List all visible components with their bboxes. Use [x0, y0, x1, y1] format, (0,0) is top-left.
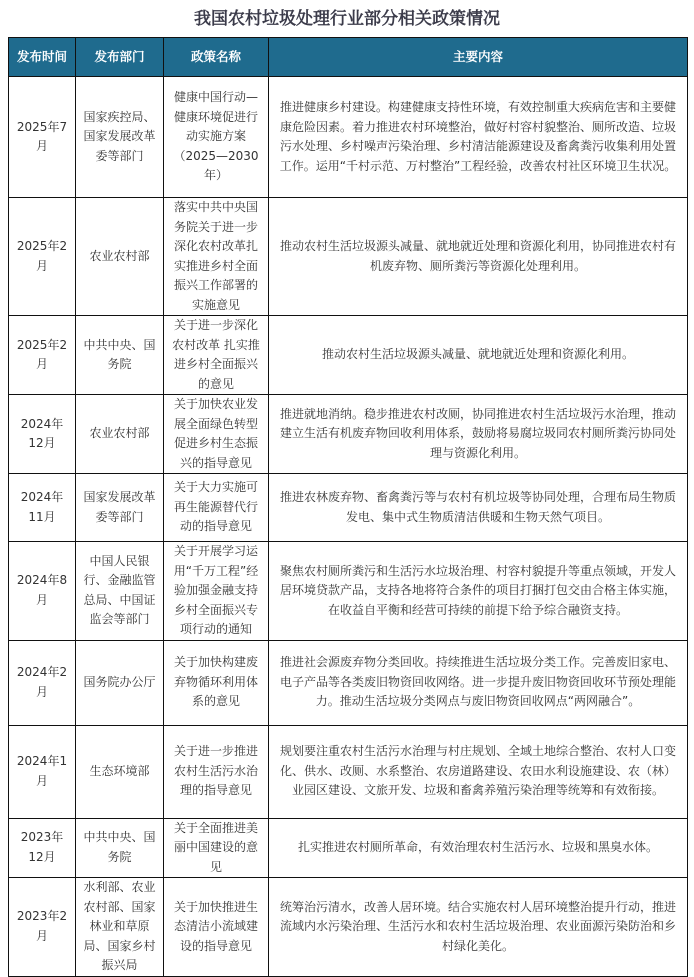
cell-department: 农业农村部: [76, 198, 164, 316]
header-date: 发布时间: [9, 38, 76, 77]
cell-date: 2023年12月: [9, 818, 76, 878]
cell-date: 2025年7月: [9, 77, 76, 198]
cell-policy: 关于加快农业发展全面绿色转型促进乡村生态振兴的指导意见: [164, 395, 269, 474]
table-row: [9, 198, 688, 316]
cell-department: 国家疾控局、国家发展改革委等部门: [76, 77, 164, 198]
cell-department: 中国人民银行、金融监管总局、中国证监会等部门: [76, 542, 164, 641]
cell-policy: 落实中共中央国务院关于进一步深化农村改革扎实推进乡村全面振兴工作部署的实施意见: [164, 198, 269, 316]
cell-date: 2024年12月: [9, 395, 76, 474]
cell-policy: 关于大力实施可再生能源替代行动的指导意见: [164, 474, 269, 542]
cell-policy: 关于加快推进生态清洁小流域建设的指导意见: [164, 878, 269, 977]
cell-department: 农业农村部: [76, 395, 164, 474]
cell-content: 推动农村生活垃圾源头减量、就地就近处理和资源化利用。: [269, 316, 688, 395]
cell-date: 2025年2月: [9, 316, 76, 395]
header-policy: 政策名称: [164, 38, 269, 77]
cell-policy: 健康中国行动—健康环境促进行动实施方案（2025—2030年）: [164, 77, 269, 198]
table-row: [9, 316, 688, 395]
table-row: [9, 878, 688, 977]
cell-date: 2024年11月: [9, 474, 76, 542]
cell-date: 2024年2月: [9, 640, 76, 725]
cell-policy: 关于加快构建废弃物循环利用体系的意见: [164, 640, 269, 725]
cell-content: 推进社会源废弃物分类回收。持续推进生活垃圾分类工作。完善废旧家电、电子产品等各类废旧物资回收网络。进一步提升废旧物资回收环节预处理能力。推动生活垃圾分类网点与废旧物资回收网点“两网融合”。: [269, 640, 688, 725]
cell-policy: 关于开展学习运用“千万工程”经验加强金融支持乡村全面振兴专项行动的通知: [164, 542, 269, 641]
cell-content: 推进就地消纳。稳步推进农村改厕，协同推进农村生活垃圾污水治理，推动建立生活有机废弃物回收利用体系，鼓励将易腐垃圾同农村厕所粪污协同处理与资源化利用。: [269, 395, 688, 474]
cell-department: 中共中央、国务院: [76, 316, 164, 395]
table-row: [9, 395, 688, 474]
cell-date: 2024年8月: [9, 542, 76, 641]
header-content: 主要内容: [269, 38, 688, 77]
table-row: [9, 77, 688, 198]
table-row: [9, 542, 688, 641]
cell-content: 推进健康乡村建设。构建健康支持性环境，有效控制重大疾病危害和主要健康危险因素。着力推进农村环境整治，做好村容村貌整治、厕所改造、垃圾污水处理、乡村噪声污染治理、乡村清洁能源建设及畜禽粪污收集利用处置工作。运用“千村示范、万村整治”工程经验，改善农村社区环境卫生状况。: [269, 77, 688, 198]
cell-date: 2025年2月: [9, 198, 76, 316]
cell-date: 2023年2月: [9, 878, 76, 977]
header-department: 发布部门: [76, 38, 164, 77]
table-row: [9, 725, 688, 818]
policy-table: [8, 37, 688, 977]
cell-content: 规划要注重农村生活污水治理与村庄规划、全域土地综合整治、农村人口变化、供水、改厕、水系整治、农房道路建设、农田水利设施建设、农（林）业园区建设、文旅开发、垃圾和畜禽养殖污染治理等统筹和有效衔接。: [269, 725, 688, 818]
cell-content: 统筹治污清水，改善人居环境。结合实施农村人居环境整治提升行动，推进流域内水污染治理、生活污水和农村生活垃圾治理、农业面源污染防治和乡村绿化美化。: [269, 878, 688, 977]
cell-department: 国务院办公厅: [76, 640, 164, 725]
cell-content: 推动农村生活垃圾源头减量、就地就近处理和资源化利用，协同推进农村有机废弃物、厕所粪污等资源化处理利用。: [269, 198, 688, 316]
table-header-row: [9, 38, 688, 77]
cell-content: 推进农林废弃物、畜禽粪污等与农村有机垃圾等协同处理，合理布局生物质发电、集中式生物质清洁供暖和生物天然气项目。: [269, 474, 688, 542]
cell-department: 中共中央、国务院: [76, 818, 164, 878]
cell-department: 国家发展改革委等部门: [76, 474, 164, 542]
page-title: 我国农村垃圾处理行业部分相关政策情况: [194, 9, 500, 29]
table-row: [9, 818, 688, 878]
cell-content: 聚焦农村厕所粪污和生活污水垃圾治理、村容村貌提升等重点领域，开发人居环境贷款产品，支持各地将符合条件的项目打捆打包交由合格主体实施，在收益自平衡和经营可持续的前提下给予综合融资支持。: [269, 542, 688, 641]
cell-policy: 关于进一步深化农村改革 扎实推进乡村全面振兴的意见: [164, 316, 269, 395]
cell-date: 2024年1月: [9, 725, 76, 818]
table-row: [9, 640, 688, 725]
table-row: [9, 474, 688, 542]
cell-content: 扎实推进农村厕所革命，有效治理农村生活污水、垃圾和黑臭水体。: [269, 818, 688, 878]
cell-department: 水利部、农业农村部、国家林业和草原局、国家乡村振兴局: [76, 878, 164, 977]
cell-policy: 关于进一步推进农村生活污水治理的指导意见: [164, 725, 269, 818]
cell-policy: 关于全面推进美丽中国建设的意见: [164, 818, 269, 878]
cell-department: 生态环境部: [76, 725, 164, 818]
